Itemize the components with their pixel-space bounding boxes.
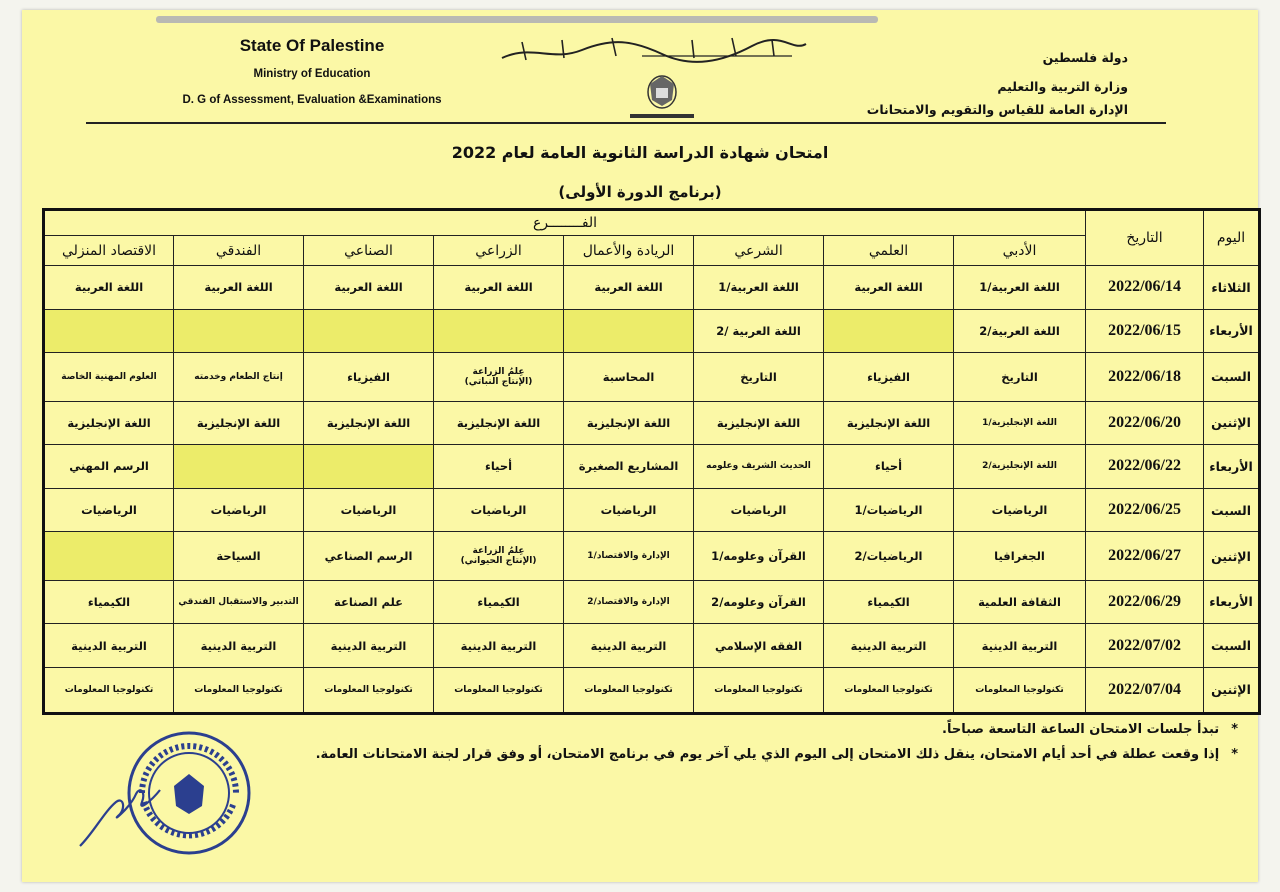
subject-cell	[44, 266, 174, 310]
subject-text: اللغة الإنجليزية/2	[982, 461, 1057, 472]
subject-text: الكيمياء	[867, 594, 910, 609]
subject-text: الجغرافيا	[994, 549, 1045, 564]
subject-text: التربية الدينية	[850, 638, 927, 653]
subject-cell	[304, 667, 434, 713]
note-text: تبدأ جلسات الامتحان الساعة التاسعة صباحاً.	[942, 722, 1220, 737]
col-date-header: التاريخ	[1086, 210, 1204, 266]
col-day-header: اليوم	[1204, 210, 1260, 266]
row-date: 2022/06/14	[1086, 266, 1204, 310]
subject-cell	[694, 532, 824, 580]
subject-text: اللغة العربية	[854, 280, 923, 295]
subject-cell	[174, 667, 304, 713]
subject-text: الرياضيات	[340, 503, 397, 518]
subject-text: الرسم المهني	[69, 459, 149, 474]
subject-text: إنتاج الطعام وخدمته	[194, 371, 283, 382]
subject-text: الحديث الشريف وعلومه	[706, 461, 811, 472]
ministry-emblem-icon	[622, 70, 702, 126]
subject-text: القرآن وعلومه/2	[711, 594, 806, 609]
subject-text: الرياضيات/2	[854, 549, 923, 564]
subject-text: أحياء	[484, 459, 513, 474]
subject-cell	[44, 309, 174, 353]
row-date: 2022/06/27	[1086, 532, 1204, 580]
table-row	[44, 532, 1260, 580]
subject-cell	[564, 532, 694, 580]
row-date: 2022/06/29	[1086, 580, 1204, 624]
row-day: الأربعاء	[1204, 309, 1260, 353]
branch-header: الفــــــــرع	[44, 210, 1086, 236]
subject-cell	[174, 488, 304, 532]
subject-cell	[954, 667, 1086, 713]
subject-cell	[434, 667, 564, 713]
subject-text: اللغة العربية	[334, 280, 403, 295]
subject-text: تكنولوجيا المعلومات	[64, 684, 154, 695]
subject-text: عِلمُ الزراعة	[472, 546, 525, 557]
subject-text: اللغة الإنجليزية	[196, 415, 281, 430]
table-row	[44, 401, 1260, 445]
exam-schedule-table	[42, 208, 1261, 715]
row-day: السبت	[1204, 488, 1260, 532]
scroll-indicator	[156, 16, 878, 23]
subject-text: تكنولوجيا المعلومات	[454, 684, 543, 695]
subject-text: المحاسبة	[602, 369, 655, 384]
branch-col-header: الشرعي	[694, 236, 824, 266]
subject-text: (الإنتاج الحيواني)	[460, 556, 537, 567]
subject-text: المشاريع الصغيرة	[578, 459, 679, 474]
table-row	[44, 353, 1260, 401]
subject-cell	[824, 401, 954, 445]
subject-cell	[174, 266, 304, 310]
subject-cell	[824, 624, 954, 668]
row-date: 2022/06/20	[1086, 401, 1204, 445]
subject-cell	[304, 401, 434, 445]
header-arabic	[828, 50, 1128, 117]
subject-text: اللغة الإنجليزية/1	[982, 417, 1057, 428]
subject-cell	[44, 624, 174, 668]
subject-cell	[824, 488, 954, 532]
subject-text: تكنولوجيا المعلومات	[584, 684, 673, 695]
subject-text: (الإنتاج النباتي)	[464, 376, 533, 387]
subject-cell	[694, 266, 824, 310]
subject-cell	[694, 624, 824, 668]
subject-cell	[44, 488, 174, 532]
subject-text: القرآن وعلومه/1	[711, 549, 806, 564]
subject-cell	[304, 580, 434, 624]
subject-cell	[824, 309, 954, 353]
subject-text: أحياء	[874, 459, 903, 474]
note-marker: *	[1231, 747, 1238, 762]
row-day: الإثنين	[1204, 667, 1260, 713]
subject-cell	[564, 580, 694, 624]
subject-text: الإدارة والاقتصاد/1	[587, 551, 670, 562]
subject-cell	[174, 309, 304, 353]
subject-cell	[44, 532, 174, 580]
row-day: الأربعاء	[1204, 445, 1260, 489]
subject-text: التاريخ	[1001, 369, 1038, 384]
branch-col-header: الفندقي	[174, 236, 304, 266]
subject-cell	[434, 266, 564, 310]
branch-col-header: الصناعي	[304, 236, 434, 266]
subject-text: اللغة العربية /2	[716, 323, 801, 338]
subject-text: التدبير والاستقبال الفندقي	[178, 596, 299, 607]
subject-text: تكنولوجيا المعلومات	[324, 684, 413, 695]
subject-text: التربية الدينية	[590, 638, 667, 653]
subject-cell	[174, 580, 304, 624]
branch-col-header: الريادة والأعمال	[564, 236, 694, 266]
subject-cell	[304, 353, 434, 401]
row-day: الأربعاء	[1204, 580, 1260, 624]
subject-cell	[434, 309, 564, 353]
subject-text: اللغة الإنجليزية	[716, 415, 801, 430]
row-date: 2022/07/02	[1086, 624, 1204, 668]
subject-cell	[434, 580, 564, 624]
branch-col-header: الاقتصاد المنزلي	[44, 236, 174, 266]
subject-text: تكنولوجيا المعلومات	[194, 684, 283, 695]
subject-text: السياحة	[216, 549, 261, 564]
subject-text: تكنولوجيا المعلومات	[714, 684, 803, 695]
subject-text: الفيزياء	[347, 369, 390, 384]
header-ministry-ar: وزارة التربية والتعليم	[997, 79, 1128, 94]
subject-cell	[304, 532, 434, 580]
subject-text: عِلمُ الزراعة	[472, 366, 525, 377]
subject-cell	[824, 667, 954, 713]
row-day: السبت	[1204, 624, 1260, 668]
subject-cell	[824, 580, 954, 624]
subject-text: التربية الدينية	[981, 638, 1058, 653]
subject-cell	[824, 532, 954, 580]
subject-cell	[694, 580, 824, 624]
subject-cell	[954, 445, 1086, 489]
document-sheet	[22, 10, 1258, 882]
table-row	[44, 445, 1260, 489]
subject-text: اللغة الإنجليزية	[456, 415, 541, 430]
subject-cell	[954, 401, 1086, 445]
subject-cell	[954, 624, 1086, 668]
subject-text: اللغة العربية	[464, 280, 533, 295]
subject-text: علم الصناعة	[334, 594, 404, 609]
subject-cell	[174, 624, 304, 668]
header-ministry: Ministry of Education	[253, 68, 371, 80]
notes	[238, 722, 1238, 772]
subject-text: اللغة العربية	[594, 280, 663, 295]
subject-cell	[304, 266, 434, 310]
header-english	[142, 36, 482, 106]
note-item	[238, 747, 1238, 762]
subject-text: التاريخ	[740, 369, 777, 384]
subject-cell	[824, 266, 954, 310]
subject-text: الرسم الصناعي	[324, 549, 413, 564]
row-date: 2022/06/22	[1086, 445, 1204, 489]
row-date: 2022/06/25	[1086, 488, 1204, 532]
table-row	[44, 266, 1260, 310]
note-marker: *	[1231, 722, 1238, 737]
subject-text: اللغة العربية/1	[979, 280, 1060, 295]
subject-cell	[954, 488, 1086, 532]
row-date: 2022/07/04	[1086, 667, 1204, 713]
subject-text: الرياضيات	[991, 503, 1048, 518]
subject-text: الكيمياء	[477, 594, 520, 609]
subject-text: اللغة الإنجليزية	[326, 415, 411, 430]
subject-cell	[564, 667, 694, 713]
subject-cell	[564, 353, 694, 401]
subject-cell	[434, 488, 564, 532]
subject-text: التربية الدينية	[460, 638, 537, 653]
header-divider	[86, 122, 1166, 124]
subject-text: الإدارة والاقتصاد/2	[587, 596, 670, 607]
note-item	[238, 722, 1238, 737]
subject-cell	[174, 445, 304, 489]
subject-cell	[954, 353, 1086, 401]
subject-cell	[174, 401, 304, 445]
table-row	[44, 488, 1260, 532]
branch-col-header: العلمي	[824, 236, 954, 266]
subject-cell	[824, 353, 954, 401]
document-title: امتحان شهادة الدراسة الثانوية العامة لعام 2022	[451, 143, 829, 162]
row-date: 2022/06/18	[1086, 353, 1204, 401]
header-state-ar: دولة فلسطين	[1042, 50, 1128, 65]
subject-text: اللغة العربية/1	[718, 280, 799, 295]
subject-cell	[564, 309, 694, 353]
subject-text: اللغة العربية	[204, 280, 273, 295]
branch-col-header: الزراعي	[434, 236, 564, 266]
header-state: State Of Palestine	[239, 36, 385, 55]
subject-text: التربية الدينية	[71, 638, 147, 653]
subject-cell	[44, 401, 174, 445]
table-row	[44, 309, 1260, 353]
subject-cell	[564, 445, 694, 489]
row-day: السبت	[1204, 353, 1260, 401]
table-row	[44, 667, 1260, 713]
signature	[74, 772, 164, 852]
subject-cell	[954, 266, 1086, 310]
subject-text: اللغة العربية/2	[979, 323, 1060, 338]
subject-cell	[44, 667, 174, 713]
subject-text: الرياضيات	[730, 503, 787, 518]
subject-cell	[44, 445, 174, 489]
subject-text: التربية الدينية	[200, 638, 277, 653]
subject-cell	[44, 580, 174, 624]
subject-cell	[304, 624, 434, 668]
row-date: 2022/06/15	[1086, 309, 1204, 353]
row-day: الإثنين	[1204, 401, 1260, 445]
subject-cell	[954, 309, 1086, 353]
subject-text: الرياضيات	[210, 503, 267, 518]
branch-col-header: الأدبي	[954, 236, 1086, 266]
subject-cell	[564, 401, 694, 445]
subject-cell	[304, 309, 434, 353]
subject-text: اللغة الإنجليزية	[67, 415, 151, 430]
subject-text: الفقه الإسلامي	[714, 638, 803, 653]
subject-text: تكنولوجيا المعلومات	[975, 684, 1064, 695]
subject-cell	[174, 532, 304, 580]
subject-text: الثقافة العلمية	[978, 594, 1061, 609]
basmala-calligraphy	[492, 34, 812, 66]
subject-cell	[564, 266, 694, 310]
subject-cell	[694, 401, 824, 445]
subject-cell	[564, 488, 694, 532]
subject-cell	[824, 445, 954, 489]
row-day: الثلاثاء	[1204, 266, 1260, 310]
subject-text: اللغة العربية	[74, 280, 144, 295]
subject-cell	[434, 624, 564, 668]
subject-text: الكيمياء	[87, 594, 131, 609]
table-row	[44, 624, 1260, 668]
subject-text: الرياضيات/1	[854, 503, 923, 518]
note-text: إذا وقعت عطلة في أحد أيام الامتحان، ينقل ذلك الامتحان إلى اليوم الذي يلي آخر يوم في برنامج الامتحان، أو وفق قرار لجنة الامتحانات العامة.	[315, 747, 1220, 762]
subject-text: الرياضيات	[81, 503, 137, 518]
subject-cell	[304, 445, 434, 489]
document-subtitle: (برنامج الدورة الأولى)	[558, 183, 722, 201]
subject-text: الرياضيات	[600, 503, 657, 518]
subject-text: تكنولوجيا المعلومات	[844, 684, 933, 695]
header-directorate: D. G of Assessment, Evaluation &Examinations	[182, 94, 442, 106]
header-directorate-ar: الإدارة العامة للقياس والتقويم والامتحانات	[866, 102, 1128, 117]
row-day: الإثنين	[1204, 532, 1260, 580]
subject-cell	[694, 353, 824, 401]
subject-text: العلوم المهنية الخاصة	[61, 371, 157, 382]
subject-cell	[434, 353, 564, 401]
subject-cell	[564, 624, 694, 668]
subject-cell	[434, 532, 564, 580]
subject-cell	[434, 401, 564, 445]
subject-cell	[694, 445, 824, 489]
subject-cell	[694, 488, 824, 532]
subject-text: الرياضيات	[470, 503, 527, 518]
subject-text: اللغة الإنجليزية	[586, 415, 671, 430]
subject-cell	[694, 309, 824, 353]
subject-text: الفيزياء	[867, 369, 910, 384]
subject-cell	[174, 353, 304, 401]
subject-text: التربية الدينية	[330, 638, 407, 653]
subject-cell	[694, 667, 824, 713]
subject-cell	[954, 580, 1086, 624]
subject-cell	[44, 353, 174, 401]
subject-cell	[434, 445, 564, 489]
table-row	[44, 580, 1260, 624]
subject-text: اللغة الإنجليزية	[846, 415, 931, 430]
subject-cell	[304, 488, 434, 532]
subject-cell	[954, 532, 1086, 580]
